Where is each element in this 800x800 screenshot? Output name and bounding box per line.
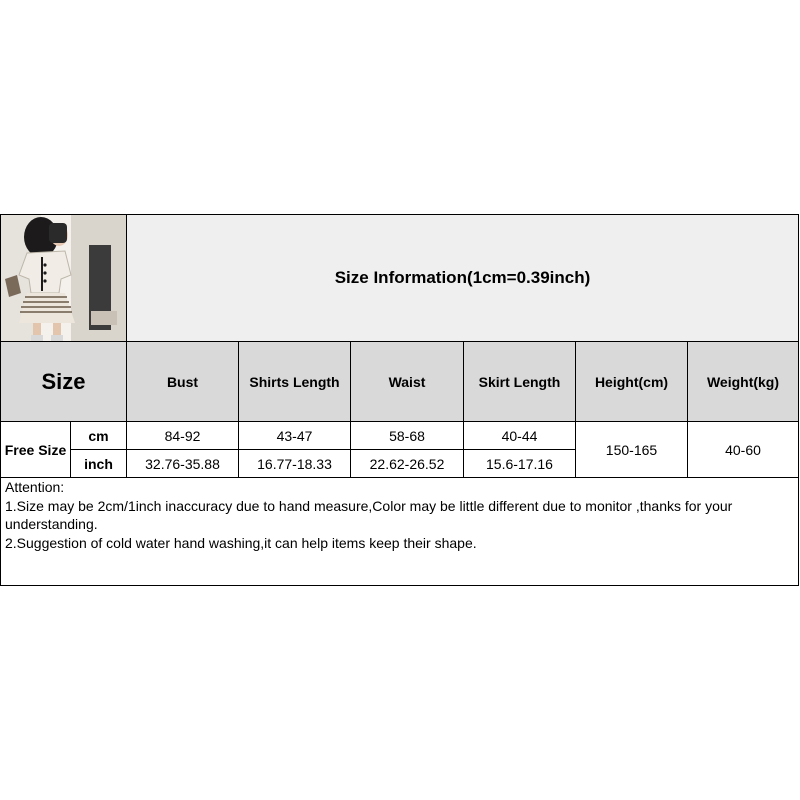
column-header-weight: Weight(kg) bbox=[688, 342, 798, 422]
model-image-icon bbox=[1, 215, 127, 342]
cm-waist: 58-68 bbox=[351, 422, 464, 450]
unit-cm: cm bbox=[71, 422, 127, 450]
height-value: 150-165 bbox=[576, 422, 688, 478]
column-header-waist: Waist bbox=[351, 342, 464, 422]
cm-shirts-length: 43-47 bbox=[239, 422, 351, 450]
column-header-skirt-length: Skirt Length bbox=[464, 342, 576, 422]
chart-title: Size Information(1cm=0.39inch) bbox=[127, 215, 798, 342]
notes-line-2: 2.Suggestion of cold water hand washing,it can help items keep their shape. bbox=[5, 534, 477, 551]
size-header: Size bbox=[1, 342, 127, 422]
product-photo bbox=[1, 215, 127, 342]
cm-skirt-length: 40-44 bbox=[464, 422, 576, 450]
inch-waist: 22.62-26.52 bbox=[351, 450, 464, 478]
unit-inch: inch bbox=[71, 450, 127, 478]
inch-shirts-length: 16.77-18.33 bbox=[239, 450, 351, 478]
inch-bust: 32.76-35.88 bbox=[127, 450, 239, 478]
size-name-free: Free Size bbox=[1, 422, 71, 478]
column-header-shirts-length: Shirts Length bbox=[239, 342, 351, 422]
weight-value: 40-60 bbox=[688, 422, 798, 478]
column-header-bust: Bust bbox=[127, 342, 239, 422]
notes-line-1: 1.Size may be 2cm/1inch inaccuracy due to hand measure,Color may be little different due to monitor ,thanks for your understanding. bbox=[5, 497, 737, 532]
size-chart bbox=[0, 214, 799, 586]
attention-notes bbox=[1, 478, 798, 585]
notes-heading: Attention: bbox=[5, 479, 65, 495]
column-header-height: Height(cm) bbox=[576, 342, 688, 422]
cm-bust: 84-92 bbox=[127, 422, 239, 450]
inch-skirt-length: 15.6-17.16 bbox=[464, 450, 576, 478]
